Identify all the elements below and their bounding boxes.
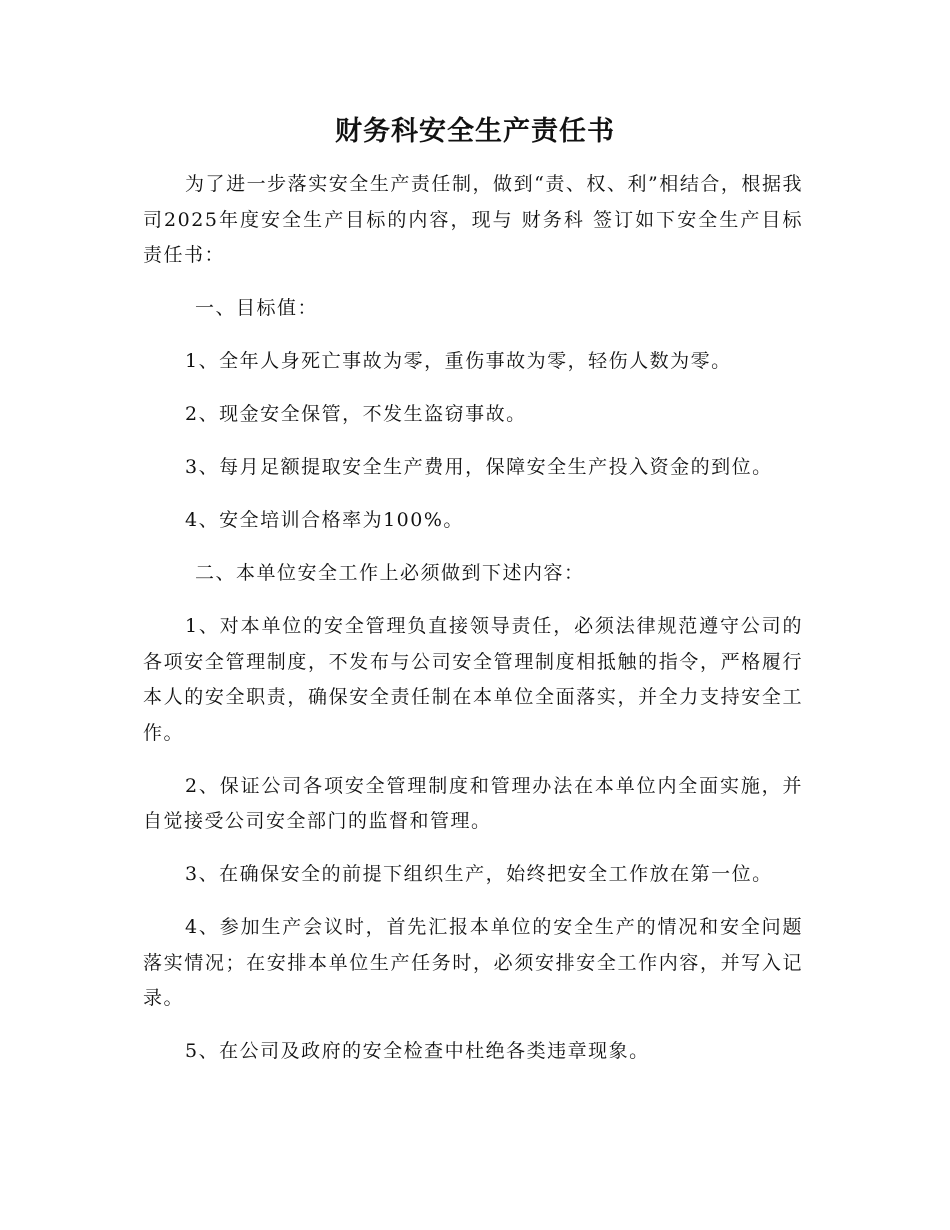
target-item-1: 1、全年人身死亡事故为零，重伤事故为零，轻伤人数为零。 <box>185 350 732 372</box>
duty-item-3: 3、在确保安全的前提下组织生产，始终把安全工作放在第一位。 <box>185 863 773 885</box>
section-heading-targets: 一、目标值： <box>195 297 319 319</box>
section-heading-duties: 二、本单位安全工作上必须做到下述内容： <box>195 562 585 584</box>
target-item-4: 4、安全培训合格率为100%。 <box>185 509 464 531</box>
document-title: 财务科安全生产责任书 <box>335 116 615 147</box>
duty-item-4: 4、参加生产会议时，首先汇报本单位的安全生产的情况和安全问题落实情况；在安排本单位生产任务时，必须安排安全工作内容，并写入记录。 <box>143 916 803 1009</box>
document-body <box>143 167 803 1087</box>
duty-item-1: 1、对本单位的安全管理负直接领导责任，必须法律规范遵守公司的各项安全管理制度，不发布与公司安全管理制度相抵触的指令，严格履行本人的安全职责，确保安全责任制在本单位全面落实，并全力支持安全工作。 <box>143 615 803 744</box>
target-item-3: 3、每月足额提取安全生产费用，保障安全生产投入资金的到位。 <box>185 456 773 478</box>
duty-item-2: 2、保证公司各项安全管理制度和管理办法在本单位内全面实施，并自觉接受公司安全部门的监督和管理。 <box>143 774 803 832</box>
intro-paragraph: 为了进一步落实安全生产责任制，做到“责、权、利”相结合，根据我司2025年度安全生产目标的内容，现与 财务科 签订如下安全生产目标责任书： <box>143 173 803 266</box>
target-item-2: 2、现金安全保管，不发生盗窃事故。 <box>185 403 527 425</box>
duty-item-5: 5、在公司及政府的安全检查中杜绝各类违章现象。 <box>185 1040 650 1062</box>
